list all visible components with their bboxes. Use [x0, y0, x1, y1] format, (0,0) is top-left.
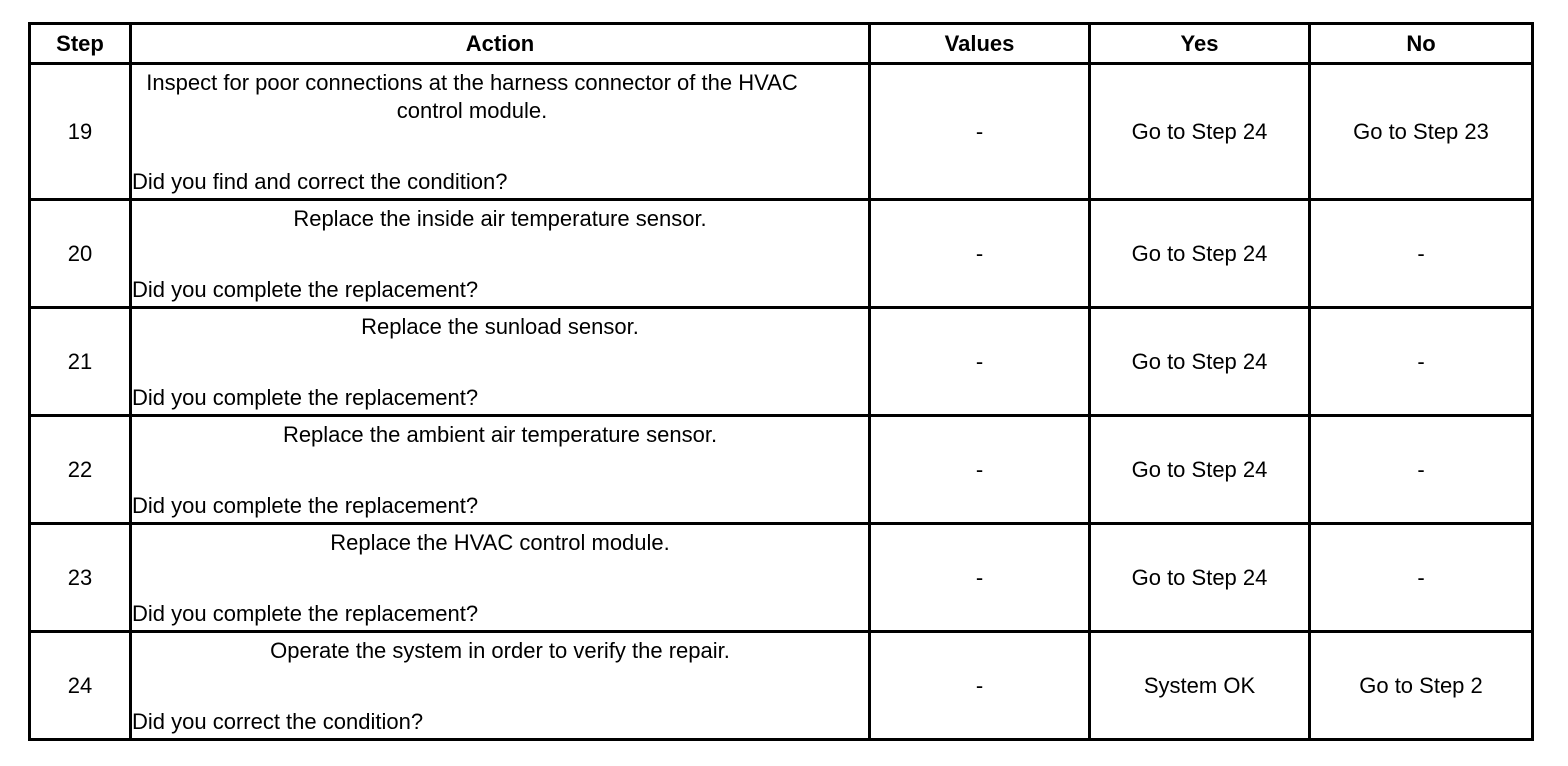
action-question: Did you complete the replacement?	[132, 493, 479, 518]
yes-cell: Go to Step 24	[1090, 308, 1310, 416]
action-question: Did you complete the replacement?	[132, 601, 479, 626]
header-no: No	[1310, 24, 1533, 64]
action-question: Did you correct the condition?	[132, 709, 424, 734]
step-cell: 19	[30, 64, 131, 200]
step-cell: 22	[30, 416, 131, 524]
no-cell: -	[1310, 416, 1533, 524]
action-cell	[131, 416, 870, 524]
yes-cell: Go to Step 24	[1090, 416, 1310, 524]
action-cell	[131, 200, 870, 308]
yes-cell: Go to Step 24	[1090, 64, 1310, 200]
header-step: Step	[30, 24, 131, 64]
header-row	[30, 24, 1533, 64]
step-cell: 24	[30, 632, 131, 740]
action-instruction: Replace the ambient air temperature sensor.	[282, 422, 718, 447]
values-cell: -	[870, 200, 1090, 308]
values-cell: -	[870, 416, 1090, 524]
action-question: Did you complete the replacement?	[132, 385, 479, 410]
table-row	[30, 632, 1533, 740]
table-row	[30, 524, 1533, 632]
header-action: Action	[131, 24, 870, 64]
action-cell	[131, 524, 870, 632]
action-cell	[131, 632, 870, 740]
values-cell: -	[870, 632, 1090, 740]
yes-cell: Go to Step 24	[1090, 524, 1310, 632]
action-question: Did you find and correct the condition?	[132, 169, 508, 194]
action-instruction: Replace the sunload sensor.	[361, 314, 639, 339]
no-cell: -	[1310, 200, 1533, 308]
values-cell: -	[870, 64, 1090, 200]
table-row	[30, 308, 1533, 416]
no-cell: -	[1310, 308, 1533, 416]
no-cell: Go to Step 2	[1310, 632, 1533, 740]
table-row	[30, 200, 1533, 308]
step-cell: 23	[30, 524, 131, 632]
step-cell: 21	[30, 308, 131, 416]
action-instruction: Replace the inside air temperature sensor.	[293, 206, 707, 231]
yes-cell: Go to Step 24	[1090, 200, 1310, 308]
table-row	[30, 416, 1533, 524]
header-yes: Yes	[1090, 24, 1310, 64]
header-values: Values	[870, 24, 1090, 64]
diagnostic-table	[28, 22, 1534, 741]
action-cell	[131, 308, 870, 416]
action-instruction: Inspect for poor connections at the harness connector of the HVAC control module.	[146, 70, 798, 123]
action-instruction: Replace the HVAC control module.	[330, 530, 670, 555]
no-cell: Go to Step 23	[1310, 64, 1533, 200]
action-instruction: Operate the system in order to verify the repair.	[270, 638, 730, 663]
table-row	[30, 64, 1533, 200]
action-question: Did you complete the replacement?	[132, 277, 479, 302]
step-cell: 20	[30, 200, 131, 308]
values-cell: -	[870, 524, 1090, 632]
action-cell	[131, 64, 870, 200]
yes-cell: System OK	[1090, 632, 1310, 740]
values-cell: -	[870, 308, 1090, 416]
no-cell: -	[1310, 524, 1533, 632]
